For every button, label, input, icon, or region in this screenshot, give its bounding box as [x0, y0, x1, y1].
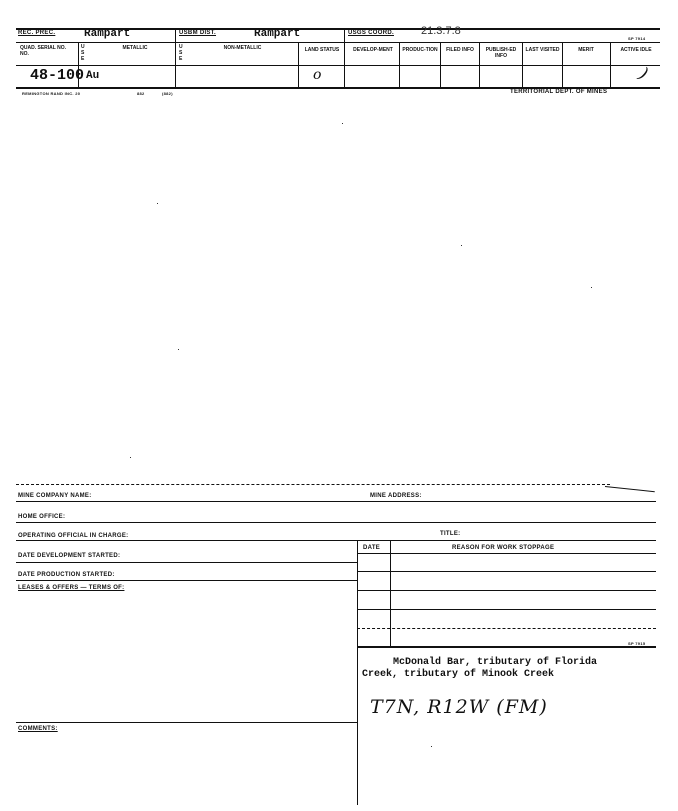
usgs-coord-value: 21.3.7.8: [421, 25, 461, 37]
title-label: TITLE:: [440, 531, 461, 537]
lower-top-rule: [16, 484, 610, 485]
divider-usgs: [344, 28, 345, 87]
date-production-label: DATE PRODUCTION STARTED:: [18, 572, 115, 578]
rule-comments-top: [16, 722, 357, 723]
rule-date-development: [16, 562, 357, 563]
record-metallic: Au: [86, 70, 100, 82]
handwritten-location: T7N, R12W (FM): [370, 696, 548, 718]
rule-stoppage-4: [357, 628, 656, 629]
header-mid-rule: [16, 42, 660, 43]
mine-address-label: MINE ADDRESS:: [370, 493, 422, 499]
divider-lower-center: [357, 540, 358, 805]
rule-stoppage-bottom: [357, 646, 656, 648]
col-use-metallic: U S E: [81, 44, 85, 62]
usbm-dist-value: Rampart: [254, 28, 301, 40]
columns-bottom-rule: [16, 65, 660, 66]
printer-code-1: 882: [137, 91, 145, 96]
leases-label: LEASES & OFFERS — TERMS OF:: [18, 585, 125, 591]
col-last-visited: LAST VISITED: [525, 47, 560, 53]
rec-prec-value: Rampart: [84, 28, 131, 40]
col-quad-serial: QUAD. SERIAL NO. NO.: [20, 45, 67, 57]
record-serial: 48-100: [30, 67, 85, 84]
record-land-status: o: [313, 67, 322, 83]
rule-stoppage-header: [357, 553, 656, 554]
col-development: DEVELOP-MENT: [353, 47, 393, 53]
divider-last: [562, 42, 563, 87]
operating-official-label: OPERATING OFFICIAL IN CHARGE:: [18, 533, 129, 539]
printer-code: REMINGTON RAND INC. 20: [22, 91, 81, 96]
col-use-nonmetallic: U S E: [179, 44, 183, 62]
date-development-label: DATE DEVELOPMENT STARTED:: [18, 553, 121, 559]
scan-speck: [591, 287, 592, 288]
usbm-dist-label: USBM DIST.: [179, 30, 217, 36]
scan-speck: [461, 245, 462, 246]
rule-company: [16, 501, 656, 502]
comments-label: COMMENTS:: [18, 726, 58, 732]
rule-stoppage-3: [357, 609, 656, 610]
rec-prec-label: REC. PREC.: [18, 30, 56, 36]
rule-home-office: [16, 522, 656, 523]
mine-company-name-label: MINE COMPANY NAME:: [18, 493, 92, 499]
divider-usbm: [175, 28, 176, 87]
usgs-coord-label: USGS COORD.: [348, 30, 394, 36]
divider-filed: [479, 42, 480, 87]
rule-stoppage-1: [357, 571, 656, 572]
remarks-line-1: McDonald Bar, tributary of Florida: [393, 657, 598, 668]
col-metallic: METALLIC: [122, 45, 148, 51]
torn-edge-line: [605, 486, 655, 492]
divider-dev: [399, 42, 400, 87]
divider-land: [298, 42, 299, 87]
divider-pub: [522, 42, 523, 87]
reason-header: REASON FOR WORK STOPPAGE: [452, 545, 555, 551]
col-land-status: LAND STATUS: [304, 47, 340, 53]
agency-name: TERRITORIAL DEPT. OF MINES: [510, 89, 608, 95]
divider-prod: [440, 42, 441, 87]
col-filed-info: FILED INFO: [446, 47, 474, 53]
form-code-bottom: SP 7915: [628, 641, 646, 646]
divider-merit: [610, 42, 611, 87]
form-code-top: SP 7914: [628, 36, 646, 41]
rule-stoppage-2: [357, 590, 656, 591]
scan-speck: [342, 123, 343, 124]
col-merit: MERIT: [578, 47, 594, 53]
col-published-info: PUBLISH-ED INFO: [485, 47, 517, 59]
scan-speck: [157, 203, 158, 204]
col-production: PRODUC-TION: [402, 47, 438, 53]
scan-speck: [178, 349, 179, 350]
rule-official: [16, 540, 656, 541]
scan-speck: [130, 457, 131, 458]
remarks-line-2: Creek, tributary of Minook Creek: [362, 669, 555, 680]
rule-date-production: [16, 580, 357, 581]
printer-code-2: (882): [162, 91, 173, 96]
col-active-idle: ACTIVE IDLE: [620, 47, 652, 53]
home-office-label: HOME OFFICE:: [18, 514, 66, 520]
col-non-metallic: NON-METALLIC: [223, 45, 262, 51]
record-active-idle-mark: ): [635, 63, 652, 85]
divider-date-column: [390, 540, 391, 646]
scan-speck: [431, 746, 432, 747]
date-header: DATE: [363, 545, 381, 551]
